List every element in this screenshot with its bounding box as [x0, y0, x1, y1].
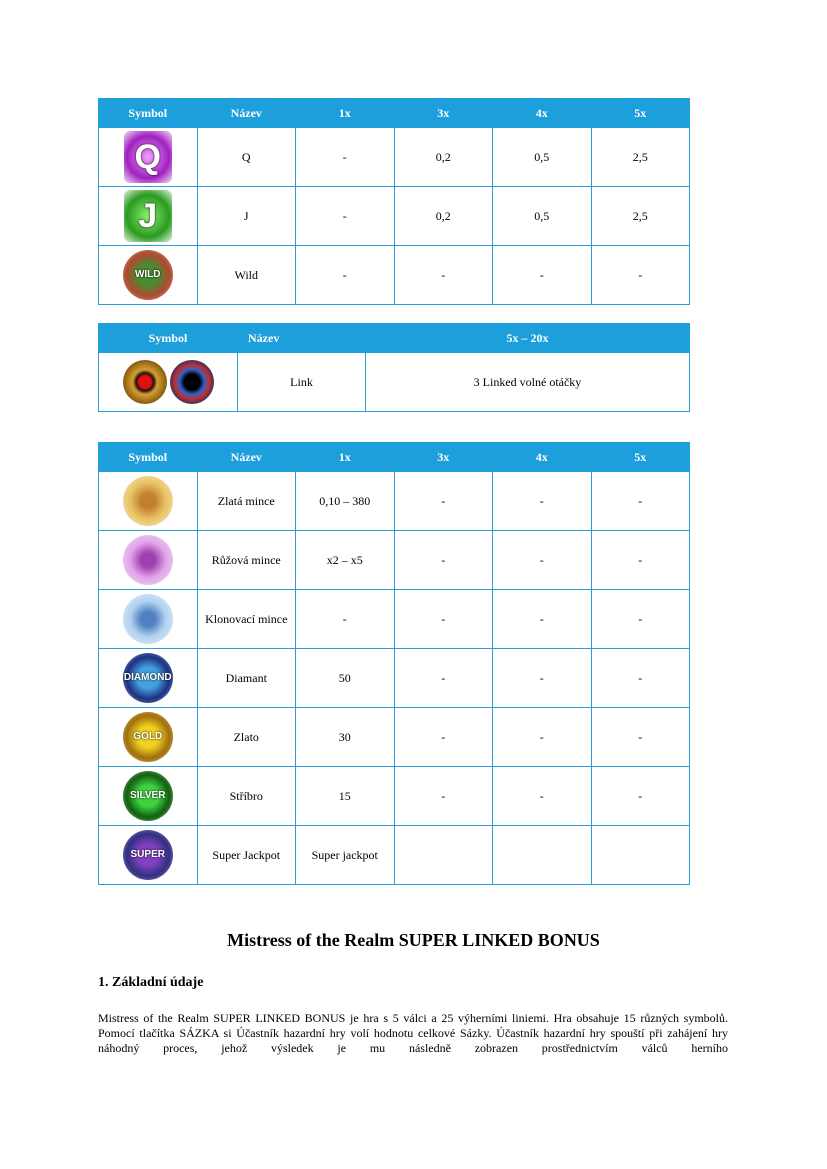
pink-coin-icon	[123, 535, 173, 585]
wild-symbol-icon: WILD	[123, 250, 173, 300]
table-header-row	[99, 324, 690, 353]
header-cell: Název	[197, 443, 296, 472]
table-row	[99, 649, 690, 708]
value-cell: -	[591, 472, 690, 531]
value-cell: 15	[296, 767, 395, 826]
value-cell: -	[493, 472, 592, 531]
header-cell: 3x	[394, 443, 493, 472]
q-symbol-icon: Q	[124, 131, 172, 183]
symbol-cell	[99, 128, 198, 187]
name-cell: Stříbro	[197, 767, 296, 826]
symbol-cell	[99, 246, 198, 305]
value-cell: -	[591, 767, 690, 826]
table-row	[99, 708, 690, 767]
name-cell: Wild	[197, 246, 296, 305]
header-cell: 5x	[591, 443, 690, 472]
header-cell: Název	[238, 324, 366, 353]
value-cell	[591, 826, 690, 885]
table-row	[99, 187, 690, 246]
value-cell: 0,2	[394, 187, 493, 246]
table-header-row	[99, 99, 690, 128]
table-row	[99, 826, 690, 885]
super-jackpot-icon: SUPER	[123, 830, 173, 880]
link-gold-symbol-icon	[123, 360, 167, 404]
value-cell: -	[394, 649, 493, 708]
header-cell: 5x	[591, 99, 690, 128]
value-cell: -	[296, 246, 395, 305]
value-cell: -	[296, 590, 395, 649]
value-cell: 2,5	[591, 187, 690, 246]
name-cell: Link	[238, 353, 366, 412]
name-cell: J	[197, 187, 296, 246]
header-cell: Symbol	[99, 443, 198, 472]
silver-icon: SILVER	[123, 771, 173, 821]
value-cell: 0,2	[394, 128, 493, 187]
value-cell: x2 – x5	[296, 531, 395, 590]
table-row	[99, 531, 690, 590]
value-cell	[493, 826, 592, 885]
header-cell: Název	[197, 99, 296, 128]
value-cell: -	[591, 531, 690, 590]
name-cell: Q	[197, 128, 296, 187]
value-cell: -	[591, 590, 690, 649]
symbol-cell	[99, 531, 198, 590]
link-dark-symbol-icon	[170, 360, 214, 404]
value-cell: 30	[296, 708, 395, 767]
value-cell: -	[493, 246, 592, 305]
value-cell: -	[493, 649, 592, 708]
name-cell: Super Jackpot	[197, 826, 296, 885]
table-row	[99, 767, 690, 826]
value-cell: 50	[296, 649, 395, 708]
symbol-cell	[99, 708, 198, 767]
value-cell: -	[394, 590, 493, 649]
value-cell: -	[493, 531, 592, 590]
value-cell: -	[493, 767, 592, 826]
name-cell: Růžová mince	[197, 531, 296, 590]
value-cell: 3 Linked volné otáčky	[366, 353, 690, 412]
value-cell: 2,5	[591, 128, 690, 187]
header-cell: 1x	[296, 443, 395, 472]
table-row	[99, 472, 690, 531]
symbol-cell	[99, 353, 238, 412]
value-cell	[394, 826, 493, 885]
table-row	[99, 353, 690, 412]
diamond-icon: DIAMOND	[123, 653, 173, 703]
name-cell: Diamant	[197, 649, 296, 708]
value-cell: 0,5	[493, 187, 592, 246]
gold-coin-icon	[123, 476, 173, 526]
header-cell: 4x	[493, 443, 592, 472]
value-cell: -	[394, 472, 493, 531]
clone-coin-icon	[123, 594, 173, 644]
header-cell: 1x	[296, 99, 395, 128]
header-cell: 5x – 20x	[366, 324, 690, 353]
value-cell: -	[493, 590, 592, 649]
table-row	[99, 590, 690, 649]
name-cell: Zlatá mince	[197, 472, 296, 531]
symbol-cell	[99, 767, 198, 826]
value-cell: -	[591, 246, 690, 305]
paytable-basic	[98, 98, 690, 305]
value-cell: -	[591, 708, 690, 767]
header-cell: 4x	[493, 99, 592, 128]
document-title: Mistress of the Realm SUPER LINKED BONUS	[227, 930, 600, 950]
table-header-row	[99, 443, 690, 472]
value-cell: 0,10 – 380	[296, 472, 395, 531]
header-cell: 3x	[394, 99, 493, 128]
paytable-coins	[98, 442, 690, 885]
table-row	[99, 246, 690, 305]
symbol-cell	[99, 472, 198, 531]
symbol-cell	[99, 187, 198, 246]
section-heading: 1. Základní údaje	[98, 975, 204, 990]
name-cell: Klonovací mince	[197, 590, 296, 649]
body-paragraph: Mistress of the Realm SUPER LINKED BONUS je hra s 5 válci a 25 výherními liniemi. Hra obsahuje 15 různých symbolů. Pomocí tlačítka SÁZKA si Účastník hazardní hry volí hodnotu celkové Sázky. Účastník hazardní hry spouští při zahájení hry náhodný proces, jehož výsledek je mu následně zobrazen prostřednictvím válců herního	[98, 1011, 728, 1055]
symbol-cell	[99, 826, 198, 885]
value-cell: -	[394, 708, 493, 767]
value-cell: Super jackpot	[296, 826, 395, 885]
value-cell: -	[394, 531, 493, 590]
header-cell: Symbol	[99, 324, 238, 353]
name-cell: Zlato	[197, 708, 296, 767]
value-cell: -	[296, 187, 395, 246]
value-cell: -	[493, 708, 592, 767]
symbol-cell	[99, 590, 198, 649]
paytable-link	[98, 323, 690, 412]
value-cell: -	[296, 128, 395, 187]
value-cell: -	[394, 767, 493, 826]
header-cell: Symbol	[99, 99, 198, 128]
value-cell: -	[591, 649, 690, 708]
table-row	[99, 128, 690, 187]
value-cell: -	[394, 246, 493, 305]
symbol-cell	[99, 649, 198, 708]
j-symbol-icon: J	[124, 190, 172, 242]
value-cell: 0,5	[493, 128, 592, 187]
gold-bar-icon: GOLD	[123, 712, 173, 762]
